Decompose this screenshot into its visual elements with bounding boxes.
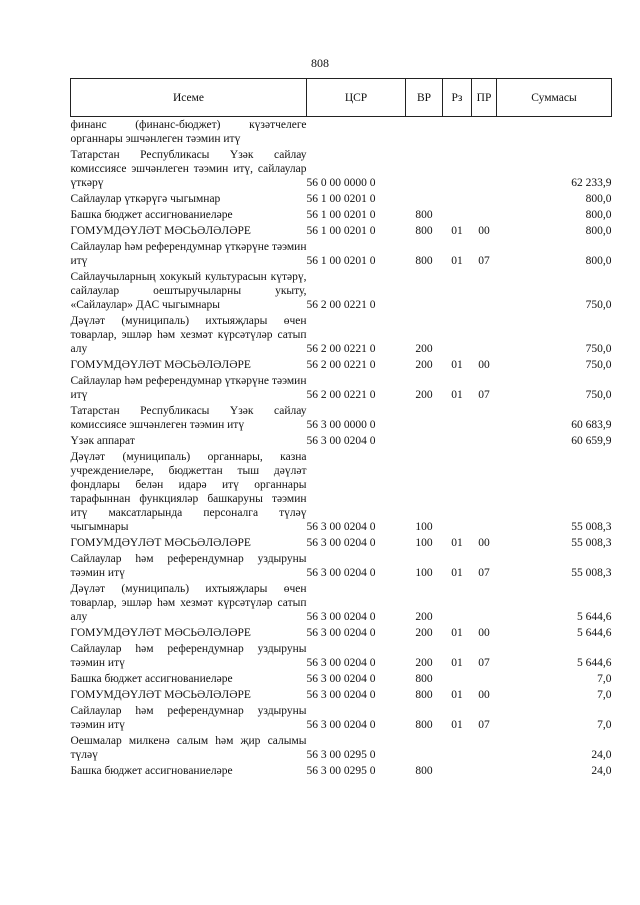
row-csr: 56 1 00 0201 0	[306, 225, 376, 237]
row-pr: 07	[478, 255, 490, 267]
row-name: ГОМУМДӘҮЛӘТ МӘСЬӘЛӘЛӘРЕ	[70, 537, 251, 549]
row-csr: 56 3 00 0204 0	[306, 537, 376, 549]
row-vr: 800	[415, 719, 433, 731]
row-pr	[472, 733, 497, 763]
row-sum: 800,0	[585, 225, 612, 237]
row-rz	[443, 147, 472, 191]
row-sum: 750,0	[585, 343, 612, 355]
row-name: Үзәк аппарат	[70, 435, 135, 447]
row-sum: 24,0	[591, 765, 612, 777]
table-row	[71, 641, 612, 671]
row-sum: 60 659,9	[571, 435, 612, 447]
row-pr: 00	[478, 627, 490, 639]
row-rz	[443, 433, 472, 449]
row-vr: 100	[415, 537, 433, 549]
table-row	[71, 147, 612, 191]
row-vr	[406, 117, 443, 148]
row-csr: 56 1 00 0201 0	[306, 193, 376, 205]
table-row	[71, 703, 612, 733]
row-csr: 56 3 00 0204 0	[306, 627, 376, 639]
row-name: ГОМУМДӘҮЛӘТ МӘСЬӘЛӘЛӘРЕ	[70, 225, 251, 237]
row-vr: 800	[415, 673, 433, 685]
row-name: Башка бюджет ассигнованиеләре	[70, 673, 233, 685]
row-pr	[472, 207, 497, 223]
row-vr: 200	[415, 611, 433, 623]
row-vr: 800	[415, 689, 433, 701]
table-row	[71, 733, 612, 763]
row-csr: 56 3 00 0204 0	[306, 689, 376, 701]
row-pr	[472, 671, 497, 687]
row-vr: 800	[415, 765, 433, 777]
header-rz: Рз	[443, 79, 472, 117]
row-rz	[443, 269, 472, 313]
row-rz: 01	[451, 255, 463, 267]
page-number: 808	[311, 56, 329, 70]
row-rz: 01	[451, 657, 463, 669]
row-sum: 55 008,3	[571, 537, 612, 549]
row-sum: 7,0	[597, 673, 612, 685]
row-vr: 800	[415, 209, 433, 221]
table-row	[71, 223, 612, 239]
row-sum: 750,0	[585, 299, 612, 311]
row-vr	[406, 733, 443, 763]
header-name: Исеме	[71, 79, 307, 117]
table-row	[71, 403, 612, 433]
row-csr	[307, 117, 406, 148]
row-pr	[472, 449, 497, 535]
row-pr	[472, 313, 497, 357]
table-row	[71, 433, 612, 449]
table-row	[71, 687, 612, 703]
row-sum: 5 644,6	[577, 627, 612, 639]
row-csr: 56 2 00 0221 0	[306, 359, 376, 371]
row-name: Дәүләт (муниципаль) органнары, казна учреждениеләре, бюджеттан тыш дәүләт фондлары белән идарә итү органнары тарафыннан функцияләр башкаруны тәэмин итү максатларында персоналга түләү чыгымнары	[70, 451, 307, 533]
row-vr: 200	[415, 389, 433, 401]
table-row	[71, 625, 612, 641]
row-pr: 07	[478, 567, 490, 579]
row-name: Сайлаулар һәм референдумнар уздыруны тәэмин итү	[70, 643, 307, 669]
table-row	[71, 763, 612, 779]
row-sum: 750,0	[585, 389, 612, 401]
row-sum: 55 008,3	[571, 521, 612, 533]
row-rz	[443, 313, 472, 357]
row-pr	[472, 763, 497, 779]
row-rz	[443, 581, 472, 625]
row-name: Сайлаулар һәм референдумнар үткәрүне тәэмин итү	[70, 241, 307, 267]
row-rz: 01	[451, 689, 463, 701]
row-pr: 07	[478, 719, 490, 731]
row-pr: 00	[478, 689, 490, 701]
row-vr: 200	[415, 359, 433, 371]
row-name: финанс (финанс-бюджет) күзәтчелеге органнары эшчәнлеген тәэмин итү	[70, 119, 307, 145]
row-sum: 800,0	[585, 193, 612, 205]
row-sum: 7,0	[597, 719, 612, 731]
row-pr	[472, 403, 497, 433]
row-pr	[472, 191, 497, 207]
row-csr: 56 3 00 0204 0	[306, 521, 376, 533]
row-rz	[443, 191, 472, 207]
row-vr: 200	[415, 343, 433, 355]
row-name: ГОМУМДӘҮЛӘТ МӘСЬӘЛӘЛӘРЕ	[70, 359, 251, 371]
table-header-row	[71, 79, 612, 117]
row-rz	[443, 733, 472, 763]
row-sum	[497, 117, 612, 148]
row-vr: 200	[415, 627, 433, 639]
header-csr: ЦСР	[307, 79, 406, 117]
row-sum: 5 644,6	[577, 657, 612, 669]
table-row	[71, 671, 612, 687]
row-csr: 56 1 00 0201 0	[306, 255, 376, 267]
row-vr	[406, 269, 443, 313]
row-pr: 07	[478, 657, 490, 669]
row-sum: 7,0	[597, 689, 612, 701]
row-csr: 56 3 00 0000 0	[306, 419, 376, 431]
table-row	[71, 449, 612, 535]
row-sum: 24,0	[591, 749, 612, 761]
row-vr	[406, 147, 443, 191]
row-name: Башка бюджет ассигнованиеләре	[70, 765, 233, 777]
row-sum: 55 008,3	[571, 567, 612, 579]
row-csr: 56 3 00 0204 0	[306, 673, 376, 685]
row-csr: 56 3 00 0295 0	[306, 765, 376, 777]
row-sum: 750,0	[585, 359, 612, 371]
row-csr: 56 3 00 0204 0	[306, 719, 376, 731]
row-pr	[472, 581, 497, 625]
row-csr: 56 3 00 0204 0	[306, 611, 376, 623]
row-vr: 100	[415, 567, 433, 579]
table-row	[71, 551, 612, 581]
budget-table	[70, 78, 612, 779]
table-row	[71, 207, 612, 223]
table-row	[71, 191, 612, 207]
row-rz: 01	[451, 359, 463, 371]
row-rz	[443, 117, 472, 148]
row-vr: 100	[415, 521, 433, 533]
table-row	[71, 239, 612, 269]
row-name: Башка бюджет ассигнованиеләре	[70, 209, 233, 221]
header-sum: Суммасы	[497, 79, 612, 117]
row-vr: 800	[415, 255, 433, 267]
row-name: Оешмалар милкенә салым һәм җир салымы түләү	[70, 735, 307, 761]
row-rz	[443, 207, 472, 223]
row-rz	[443, 671, 472, 687]
row-rz	[443, 449, 472, 535]
row-pr	[472, 117, 497, 148]
row-csr: 56 3 00 0204 0	[306, 657, 376, 669]
row-name: ГОМУМДӘҮЛӘТ МӘСЬӘЛӘЛӘРЕ	[70, 689, 251, 701]
row-name: Татарстан Республикасы Үзәк сайлау комиссиясе эшчәнлеген тәэмин итү, сайлаулар үткәрү	[70, 149, 307, 189]
row-name: ГОМУМДӘҮЛӘТ МӘСЬӘЛӘЛӘРЕ	[70, 627, 251, 639]
row-name: Дәүләт (муниципаль) ихтыяҗлары өчен товарлар, эшләр һәм хезмәт күрсәтүләр сатып алу	[70, 583, 307, 623]
row-pr: 00	[478, 359, 490, 371]
row-sum: 800,0	[585, 255, 612, 267]
row-name: Татарстан Республикасы Үзәк сайлау комиссиясе эшчәнлеген тәэмин итү	[70, 405, 307, 431]
row-sum: 62 233,9	[571, 177, 612, 189]
table-body	[71, 117, 612, 780]
row-sum: 60 683,9	[571, 419, 612, 431]
row-vr: 800	[415, 225, 433, 237]
row-rz: 01	[451, 627, 463, 639]
row-vr	[406, 191, 443, 207]
row-rz: 01	[451, 719, 463, 731]
header-vr: ВР	[406, 79, 443, 117]
row-csr: 56 3 00 0295 0	[306, 749, 376, 761]
row-name: Дәүләт (муниципаль) ихтыяҗлары өчен товарлар, эшләр һәм хезмәт күрсәтүләр сатып алу	[70, 315, 307, 355]
row-pr: 07	[478, 389, 490, 401]
row-csr: 56 2 00 0221 0	[306, 389, 376, 401]
row-rz: 01	[451, 537, 463, 549]
row-vr	[406, 403, 443, 433]
table-row	[71, 581, 612, 625]
row-rz: 01	[451, 389, 463, 401]
row-name: Сайлаулар һәм референдумнар үткәрүне тәэмин итү	[70, 375, 307, 401]
row-rz: 01	[451, 567, 463, 579]
table-row	[71, 357, 612, 373]
header-pr: ПР	[472, 79, 497, 117]
row-csr: 56 0 00 0000 0	[306, 177, 376, 189]
row-rz: 01	[451, 225, 463, 237]
row-vr	[406, 433, 443, 449]
row-pr: 00	[478, 537, 490, 549]
table-row	[71, 117, 612, 148]
row-name: Сайлаулар һәм референдумнар уздыруны тәэмин итү	[70, 553, 307, 579]
row-pr: 00	[478, 225, 490, 237]
row-name: Сайлаулар һәм референдумнар уздыруны тәэмин итү	[70, 705, 307, 731]
table-row	[71, 373, 612, 403]
row-rz	[443, 403, 472, 433]
row-csr: 56 3 00 0204 0	[306, 567, 376, 579]
row-csr: 56 2 00 0221 0	[306, 299, 376, 311]
row-vr: 200	[415, 657, 433, 669]
row-csr: 56 3 00 0204 0	[306, 435, 376, 447]
row-rz	[443, 763, 472, 779]
row-pr	[472, 147, 497, 191]
row-name: Сайлаулар үткәрүгә чыгымнар	[70, 193, 221, 205]
table-row	[71, 313, 612, 357]
row-csr: 56 2 00 0221 0	[306, 343, 376, 355]
row-pr	[472, 433, 497, 449]
table-row	[71, 269, 612, 313]
row-pr	[472, 269, 497, 313]
row-name: Сайлаучыларның хокукый культурасын күтәрү, сайлаулар оештыручыларны укыту, «Сайлаулар» ДАС чыгымнары	[70, 271, 307, 311]
row-csr: 56 1 00 0201 0	[306, 209, 376, 221]
row-sum: 800,0	[585, 209, 612, 221]
table-row	[71, 535, 612, 551]
row-sum: 5 644,6	[577, 611, 612, 623]
